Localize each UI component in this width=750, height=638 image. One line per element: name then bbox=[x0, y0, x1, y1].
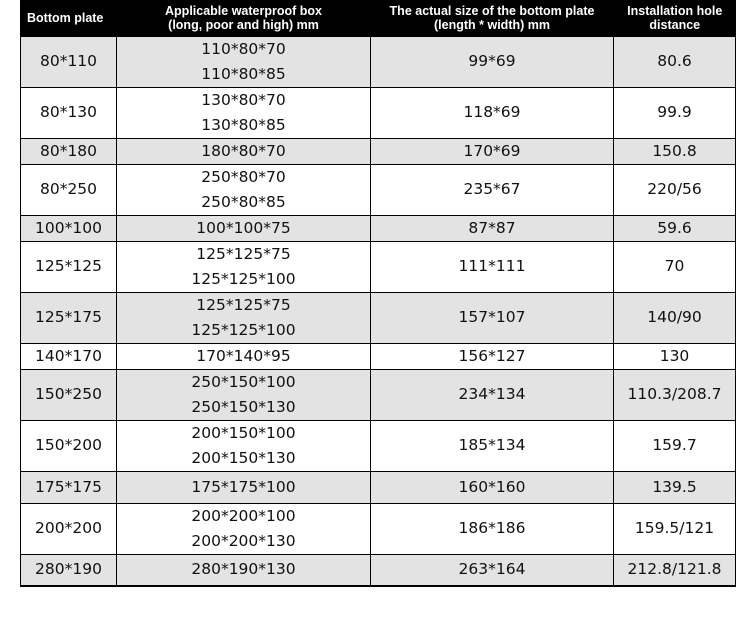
waterproof-box-size: 250*80*85 bbox=[201, 192, 286, 211]
cell-bottom-plate: 150*250 bbox=[21, 369, 117, 420]
header-actual-size-line1: The actual size of the bottom plate bbox=[389, 3, 595, 18]
cell-hole-distance: 159.7 bbox=[614, 420, 736, 471]
waterproof-box-size: 250*80*70 bbox=[201, 167, 286, 186]
cell-waterproof-box bbox=[117, 164, 371, 215]
table-row bbox=[21, 292, 736, 343]
table-row bbox=[21, 138, 736, 164]
cell-waterproof-box bbox=[117, 215, 371, 241]
cell-hole-distance: 80.6 bbox=[614, 36, 736, 87]
table-row bbox=[21, 503, 736, 554]
waterproof-box-size: 125*125*100 bbox=[191, 269, 296, 288]
waterproof-box-size: 125*125*75 bbox=[196, 244, 291, 263]
waterproof-box-size: 130*80*85 bbox=[201, 115, 286, 134]
cell-bottom-plate: 200*200 bbox=[21, 503, 117, 554]
cell-actual-size: 185*134 bbox=[371, 420, 614, 471]
cell-bottom-plate: 175*175 bbox=[21, 471, 117, 503]
cell-actual-size: 157*107 bbox=[371, 292, 614, 343]
header-waterproof-box bbox=[117, 0, 371, 36]
table-row bbox=[21, 215, 736, 241]
cell-waterproof-box bbox=[117, 420, 371, 471]
cell-actual-size: 160*160 bbox=[371, 471, 614, 503]
table-row bbox=[21, 87, 736, 138]
cell-hole-distance: 99.9 bbox=[614, 87, 736, 138]
cell-waterproof-box bbox=[117, 292, 371, 343]
cell-waterproof-box bbox=[117, 369, 371, 420]
cell-waterproof-box bbox=[117, 471, 371, 503]
cell-waterproof-box bbox=[117, 343, 371, 369]
waterproof-box-size: 100*100*75 bbox=[196, 218, 291, 237]
cell-hole-distance: 110.3/208.7 bbox=[614, 369, 736, 420]
table-body bbox=[21, 36, 736, 586]
cell-hole-distance: 140/90 bbox=[614, 292, 736, 343]
cell-hole-distance: 139.5 bbox=[614, 471, 736, 503]
waterproof-box-size: 125*125*75 bbox=[196, 295, 291, 314]
cell-actual-size: 111*111 bbox=[371, 241, 614, 292]
cell-waterproof-box bbox=[117, 87, 371, 138]
cell-actual-size: 170*69 bbox=[371, 138, 614, 164]
table-row bbox=[21, 369, 736, 420]
waterproof-box-size: 175*175*100 bbox=[191, 477, 296, 496]
header-hole-distance bbox=[614, 0, 736, 36]
cell-hole-distance: 220/56 bbox=[614, 164, 736, 215]
cell-bottom-plate: 80*180 bbox=[21, 138, 117, 164]
waterproof-box-size: 200*150*100 bbox=[191, 423, 296, 442]
cell-hole-distance: 59.6 bbox=[614, 215, 736, 241]
header-bottom-plate bbox=[21, 0, 117, 36]
header-waterproof-box-line2: (long, poor and high) mm bbox=[168, 17, 319, 32]
cell-actual-size: 234*134 bbox=[371, 369, 614, 420]
cell-bottom-plate: 140*170 bbox=[21, 343, 117, 369]
header-bottom-plate-label: Bottom plate bbox=[27, 10, 104, 25]
cell-actual-size: 263*164 bbox=[371, 554, 614, 586]
cell-actual-size: 156*127 bbox=[371, 343, 614, 369]
cell-bottom-plate: 100*100 bbox=[21, 215, 117, 241]
cell-bottom-plate: 80*110 bbox=[21, 36, 117, 87]
waterproof-box-size: 130*80*70 bbox=[201, 90, 286, 109]
cell-waterproof-box bbox=[117, 138, 371, 164]
cell-bottom-plate: 80*250 bbox=[21, 164, 117, 215]
header-hole-distance-line1: Installation hole bbox=[627, 3, 723, 18]
waterproof-box-size: 170*140*95 bbox=[196, 346, 291, 365]
waterproof-box-size: 180*80*70 bbox=[201, 141, 286, 160]
header-waterproof-box-line1: Applicable waterproof box bbox=[165, 3, 322, 18]
cell-waterproof-box bbox=[117, 554, 371, 586]
cell-actual-size: 99*69 bbox=[371, 36, 614, 87]
cell-hole-distance: 159.5/121 bbox=[614, 503, 736, 554]
waterproof-box-size: 110*80*85 bbox=[201, 64, 286, 83]
waterproof-box-size: 250*150*130 bbox=[191, 397, 296, 416]
waterproof-box-size: 280*190*130 bbox=[191, 560, 296, 579]
cell-waterproof-box bbox=[117, 36, 371, 87]
header-hole-distance-line2: distance bbox=[649, 17, 701, 32]
table-row bbox=[21, 343, 736, 369]
waterproof-box-size: 110*80*70 bbox=[201, 39, 286, 58]
waterproof-box-size: 250*150*100 bbox=[191, 372, 296, 391]
table-row bbox=[21, 420, 736, 471]
cell-actual-size: 186*186 bbox=[371, 503, 614, 554]
cell-bottom-plate: 80*130 bbox=[21, 87, 117, 138]
header-actual-size-line2: (length * width) mm bbox=[434, 17, 550, 32]
table-header bbox=[21, 0, 736, 36]
cell-hole-distance: 130 bbox=[614, 343, 736, 369]
table-row bbox=[21, 164, 736, 215]
cell-actual-size: 118*69 bbox=[371, 87, 614, 138]
cell-hole-distance: 70 bbox=[614, 241, 736, 292]
cell-bottom-plate: 280*190 bbox=[21, 554, 117, 586]
waterproof-box-size: 200*200*130 bbox=[191, 531, 296, 550]
table-row bbox=[21, 471, 736, 503]
header-row bbox=[21, 0, 736, 36]
waterproof-box-size: 200*150*130 bbox=[191, 448, 296, 467]
spec-table bbox=[20, 0, 736, 587]
cell-hole-distance: 150.8 bbox=[614, 138, 736, 164]
waterproof-box-size: 125*125*100 bbox=[191, 320, 296, 339]
table-row bbox=[21, 241, 736, 292]
table-row bbox=[21, 36, 736, 87]
cell-actual-size: 235*67 bbox=[371, 164, 614, 215]
cell-actual-size: 87*87 bbox=[371, 215, 614, 241]
cell-waterproof-box bbox=[117, 503, 371, 554]
header-actual-size bbox=[371, 0, 614, 36]
waterproof-box-size: 200*200*100 bbox=[191, 506, 296, 525]
cell-bottom-plate: 125*125 bbox=[21, 241, 117, 292]
cell-bottom-plate: 150*200 bbox=[21, 420, 117, 471]
cell-hole-distance: 212.8/121.8 bbox=[614, 554, 736, 586]
cell-waterproof-box bbox=[117, 241, 371, 292]
table-row bbox=[21, 554, 736, 586]
cell-bottom-plate: 125*175 bbox=[21, 292, 117, 343]
